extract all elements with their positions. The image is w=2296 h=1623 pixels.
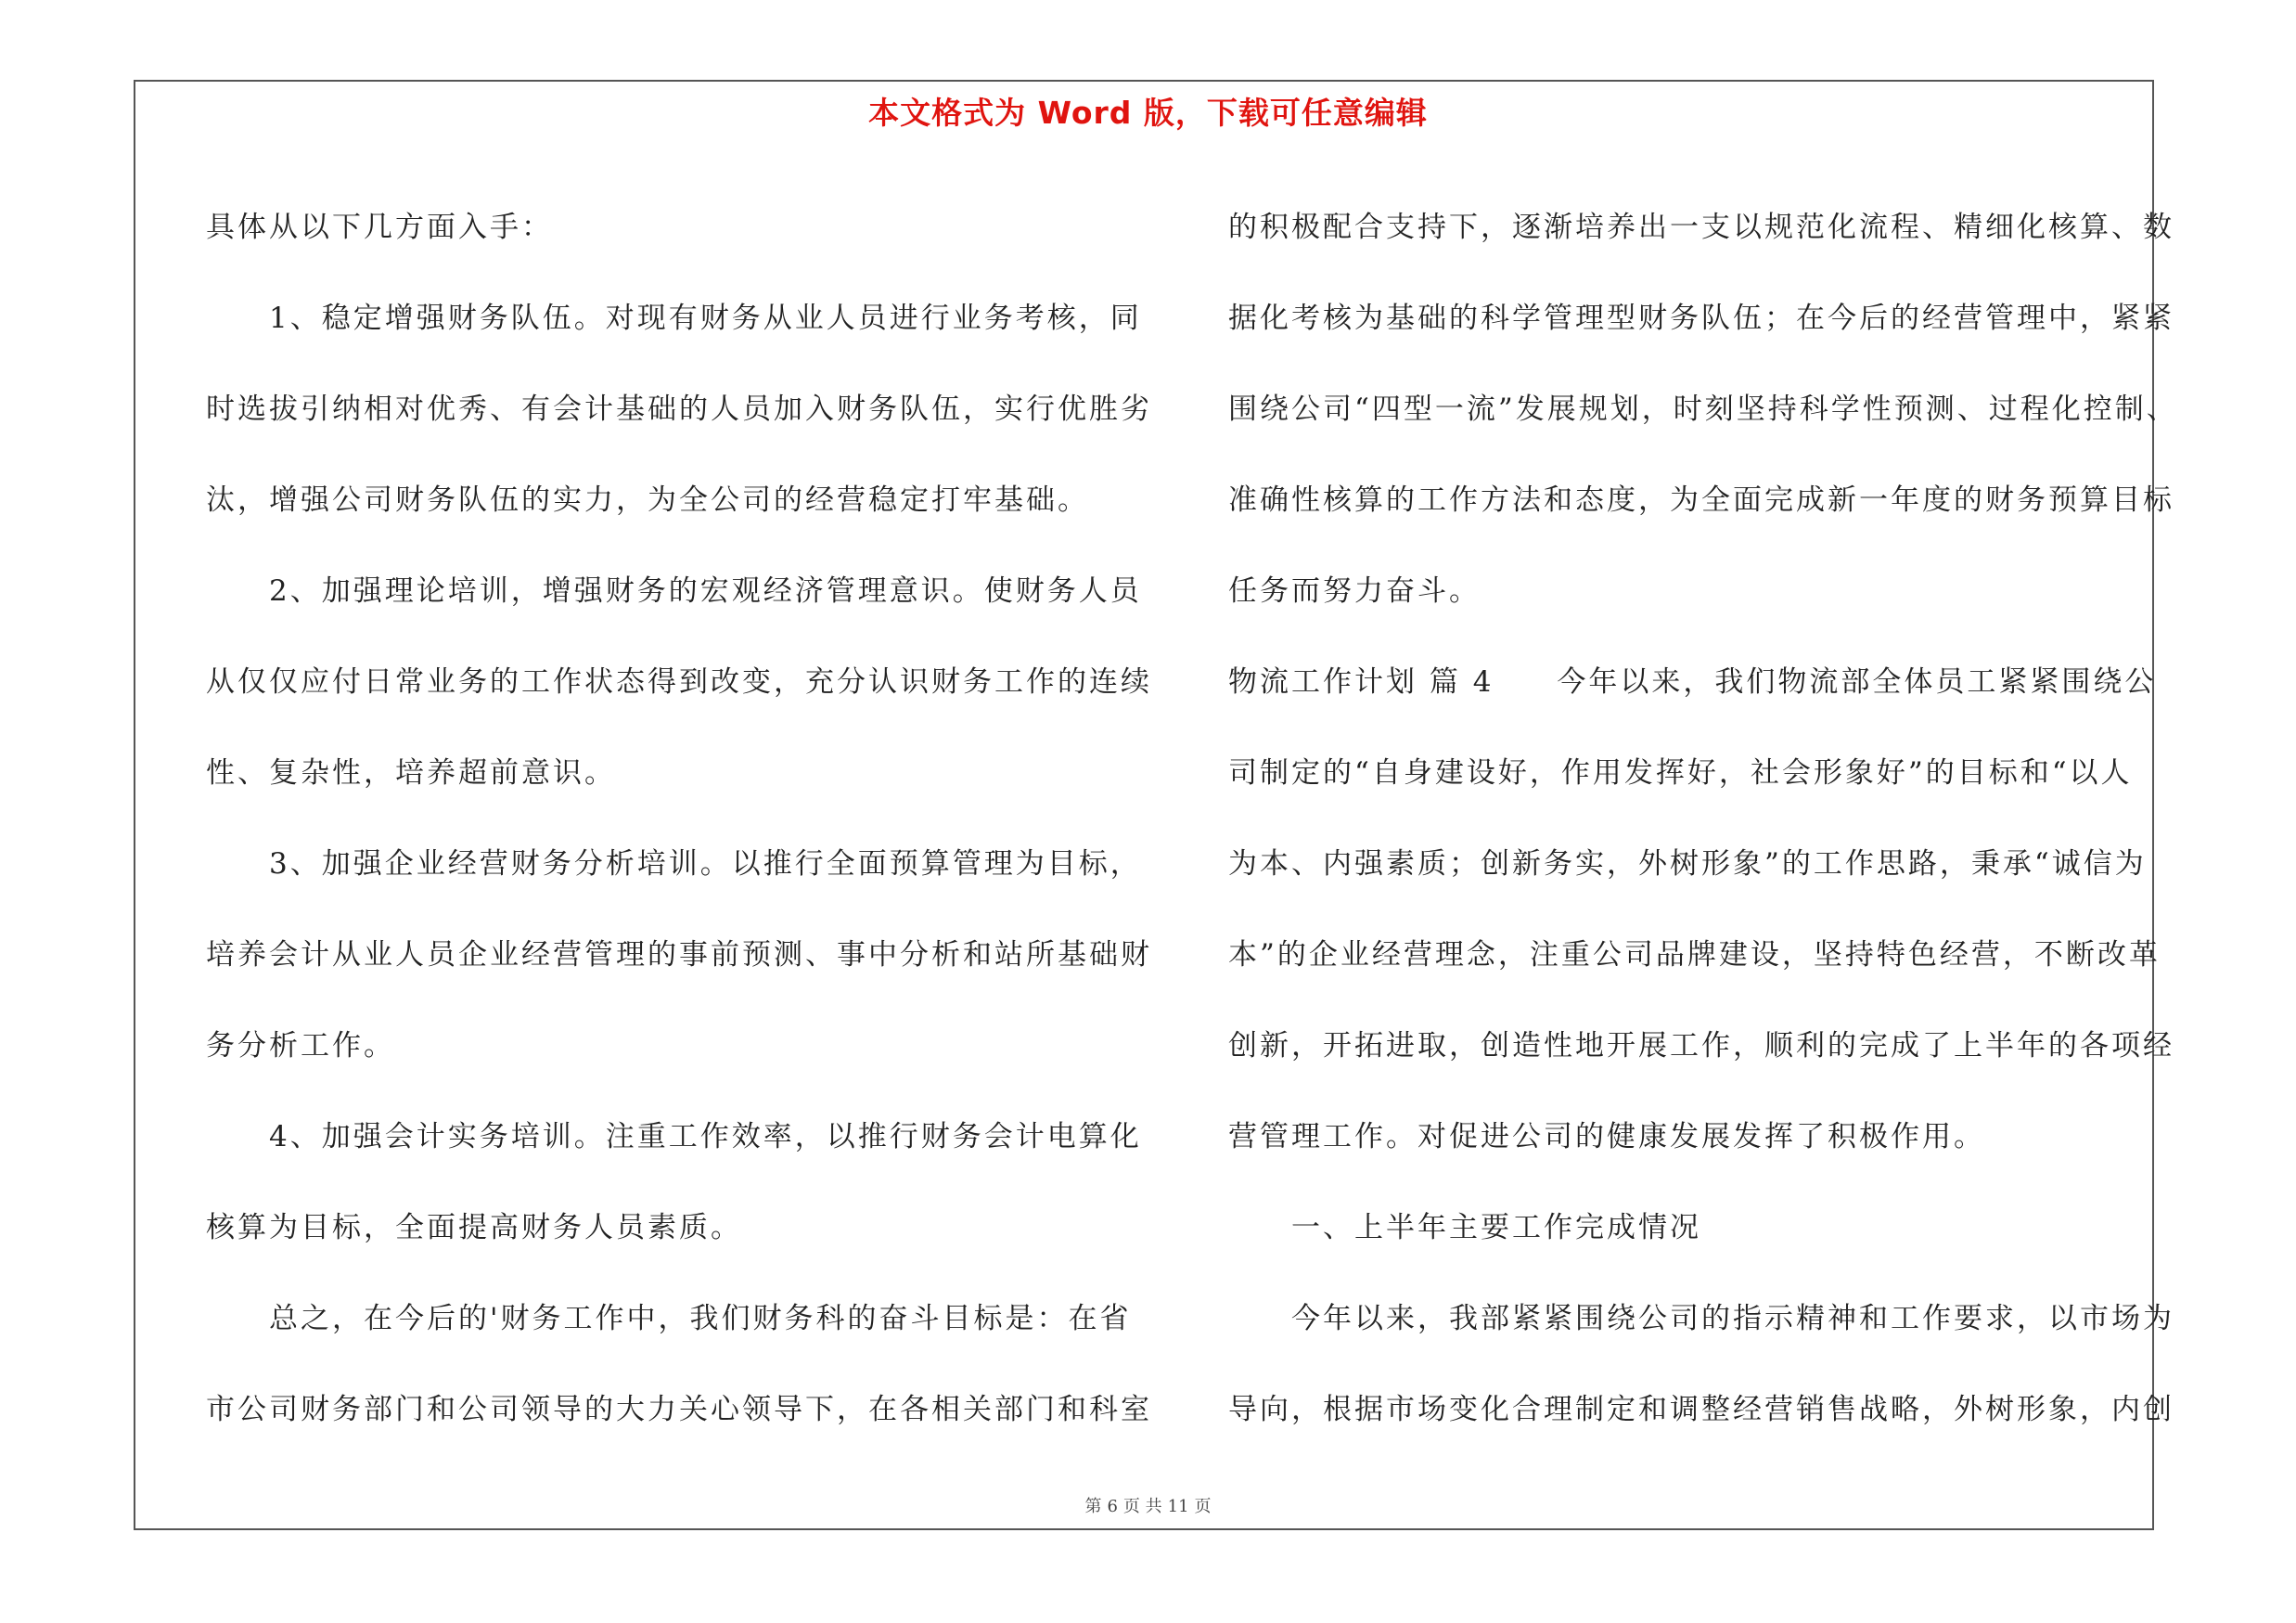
text-line: 时选拔引纳相对优秀、有会计基础的人员加入财务队伍，实行优胜劣 — [206, 393, 1152, 426]
text-line: 从仅仅应付日常业务的工作状态得到改变，充分认识财务工作的连续 — [206, 665, 1152, 699]
footer-page-number: 6 — [1107, 1497, 1118, 1516]
text-line: 具体从以下几方面入手： — [206, 211, 553, 244]
text-line: 司制定的“自身建设好，作用发挥好，社会形象好”的目标和“以人 — [1228, 756, 2133, 790]
text-line: 导向，根据市场变化合理制定和调整经营销售战略，外树形象，内创 — [1228, 1393, 2174, 1426]
text-line: 总之，在今后的'财务工作中，我们财务科的奋斗目标是：在省 — [206, 1302, 1132, 1335]
footer-prefix: 第 — [1084, 1497, 1102, 1516]
text-line: 任务而努力奋斗。 — [1228, 574, 1481, 608]
text-line: 营管理工作。对促进公司的健康发展发挥了积极作用。 — [1228, 1120, 1985, 1153]
text-line: 创新，开拓进取，创造性地开展工作，顺利的完成了上半年的各项经 — [1228, 1029, 2174, 1063]
header-banner: 本文格式为 Word 版，下载可任意编辑 — [868, 95, 1428, 131]
text-line: 本”的企业经营理念，注重公司品牌建设，坚持特色经营，不断改革 — [1228, 938, 2161, 972]
text-line: 1、稳定增强财务队伍。对现有财务从业人员进行业务考核，同 — [206, 302, 1142, 335]
text-line: 围绕公司“四型一流”发展规划，时刻坚持科学性预测、过程化控制、 — [1228, 393, 2178, 426]
text-line: 市公司财务部门和公司领导的大力关心领导下，在各相关部门和科室 — [206, 1393, 1152, 1426]
text-line: 今年以来，我部紧紧围绕公司的指示精神和工作要求，以市场为 — [1228, 1302, 2174, 1335]
footer-total-pages: 11 — [1167, 1497, 1189, 1516]
text-line: 为本、内强素质；创新务实，外树形象”的工作思路，秉承“诚信为 — [1228, 847, 2147, 881]
text-line: 2、加强理论培训，增强财务的宏观经济管理意识。使财务人员 — [206, 574, 1142, 608]
text-line: 一、上半年主要工作完成情况 — [1228, 1211, 1701, 1244]
text-line: 核算为目标，全面提高财务人员素质。 — [206, 1211, 742, 1244]
text-line: 物流工作计划 篇 4 今年以来，我们物流部全体员工紧紧围绕公 — [1228, 665, 2157, 699]
footer-middle: 页 共 — [1122, 1497, 1162, 1516]
page-footer — [0, 1493, 2296, 1517]
text-line: 性、复杂性，培养超前意识。 — [206, 756, 616, 790]
text-line: 据化考核为基础的科学管理型财务队伍；在今后的经营管理中，紧紧 — [1228, 302, 2174, 335]
text-line: 准确性核算的工作方法和态度，为全面完成新一年度的财务预算目标 — [1228, 483, 2174, 517]
text-line: 务分析工作。 — [206, 1029, 395, 1063]
text-line: 培养会计从业人员企业经营管理的事前预测、事中分析和站所基础财 — [206, 938, 1152, 972]
text-line: 4、加强会计实务培训。注重工作效率，以推行财务会计电算化 — [206, 1120, 1142, 1153]
left-column — [206, 182, 1152, 1455]
text-line: 汰，增强公司财务队伍的实力，为全公司的经营稳定打牢基础。 — [206, 483, 1089, 517]
footer-suffix: 页 — [1194, 1497, 1212, 1516]
text-line: 3、加强企业经营财务分析培训。以推行全面预算管理为目标， — [206, 847, 1142, 881]
right-column — [1228, 182, 2179, 1455]
text-line: 的积极配合支持下，逐渐培养出一支以规范化流程、精细化核算、数 — [1228, 211, 2174, 244]
